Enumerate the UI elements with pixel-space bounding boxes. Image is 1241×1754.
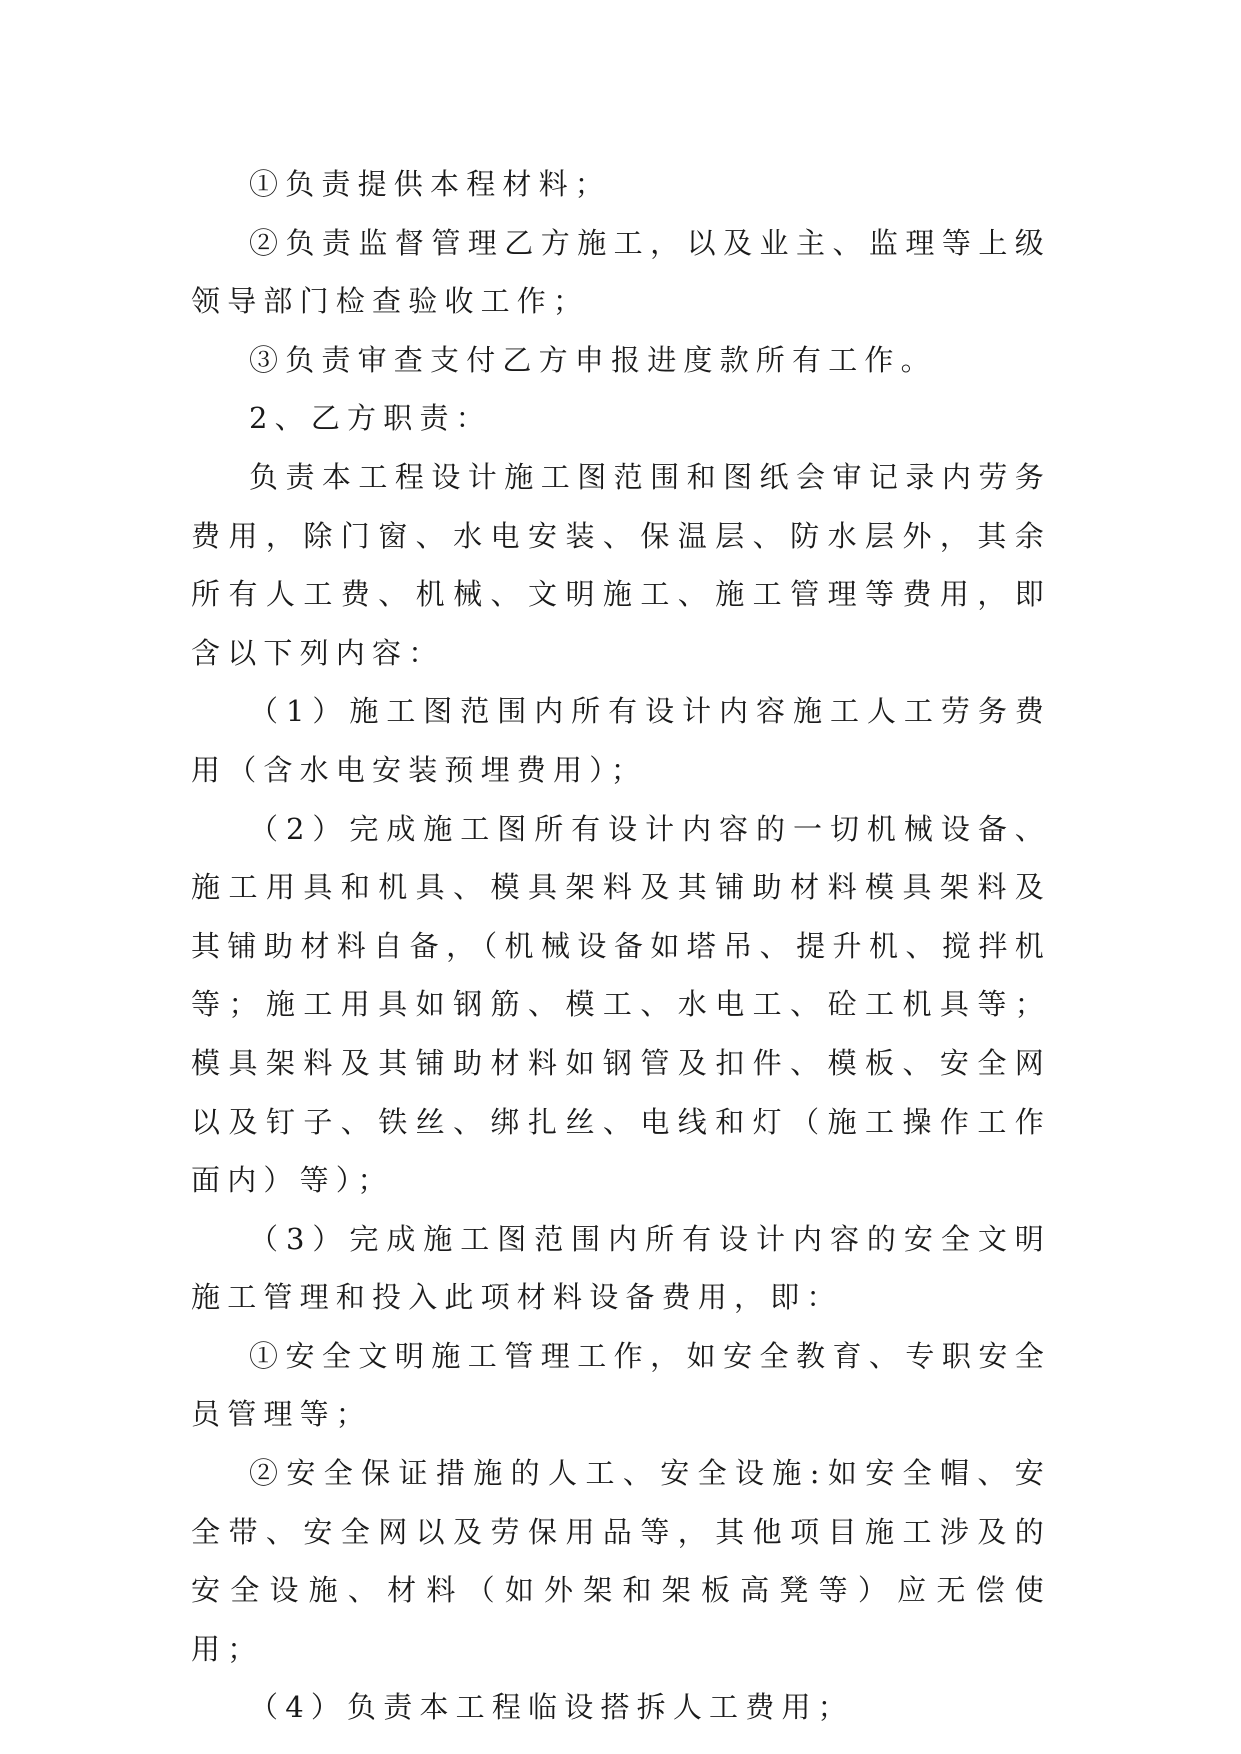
section-heading-party-b-duties: 2、乙方职责： — [249, 401, 492, 436]
sub-item-1: ①安全文明施工管理工作，如安全教育、专职安全员管理等； — [191, 1338, 1051, 1432]
paragraph-item-1: ①负责提供本程材料； — [249, 167, 612, 201]
paragraph-item-2: ②负责监督管理乙方施工，以及业主、监理等上级领导部门检查验收工作； — [191, 225, 1051, 319]
list-item-1: （1）施工图范围内所有设计内容施工人工劳务费用（含水电安装预埋费用）； — [191, 694, 1051, 787]
sub-item-2: ②安全保证措施的人工、安全设施:如安全帽、安全带、安全网以及劳保用品等，其他项目施工涉及的安全设施、材料（如外架和架板高凳等）应无偿使用； — [191, 1456, 1051, 1666]
list-item-3: （3）完成施工图范围内所有设计内容的安全文明施工管理和投入此项材料设备费用，即： — [191, 1221, 1051, 1315]
document-body — [191, 155, 1051, 1737]
list-item-4: （4）负责本工程临设搭拆人工费用； — [249, 1690, 854, 1725]
paragraph-scope: 负责本工程设计施工图范围和图纸会审记录内劳务费用，除门窗、水电安装、保温层、防水层外，其余所有人工费、机械、文明施工、施工管理等费用，即含以下列内容： — [191, 459, 1051, 670]
paragraph-item-3: ③负责审查支付乙方申报进度款所有工作。 — [249, 342, 937, 377]
list-item-2: （2）完成施工图所有设计内容的一切机械设备、施工用具和机具、模具架料及其铺助材料模具架料及其铺助材料自备，（机械设备如塔吊、提升机、搅拌机等；施工用具如钢筋、模工、水电工、砼工机具等；模具架料及其铺助材料如钢管及扣件、模板、安全网以及钉子、铁丝、绑扎丝、电线和灯（施工操作工作面内）等）； — [191, 811, 1051, 1198]
